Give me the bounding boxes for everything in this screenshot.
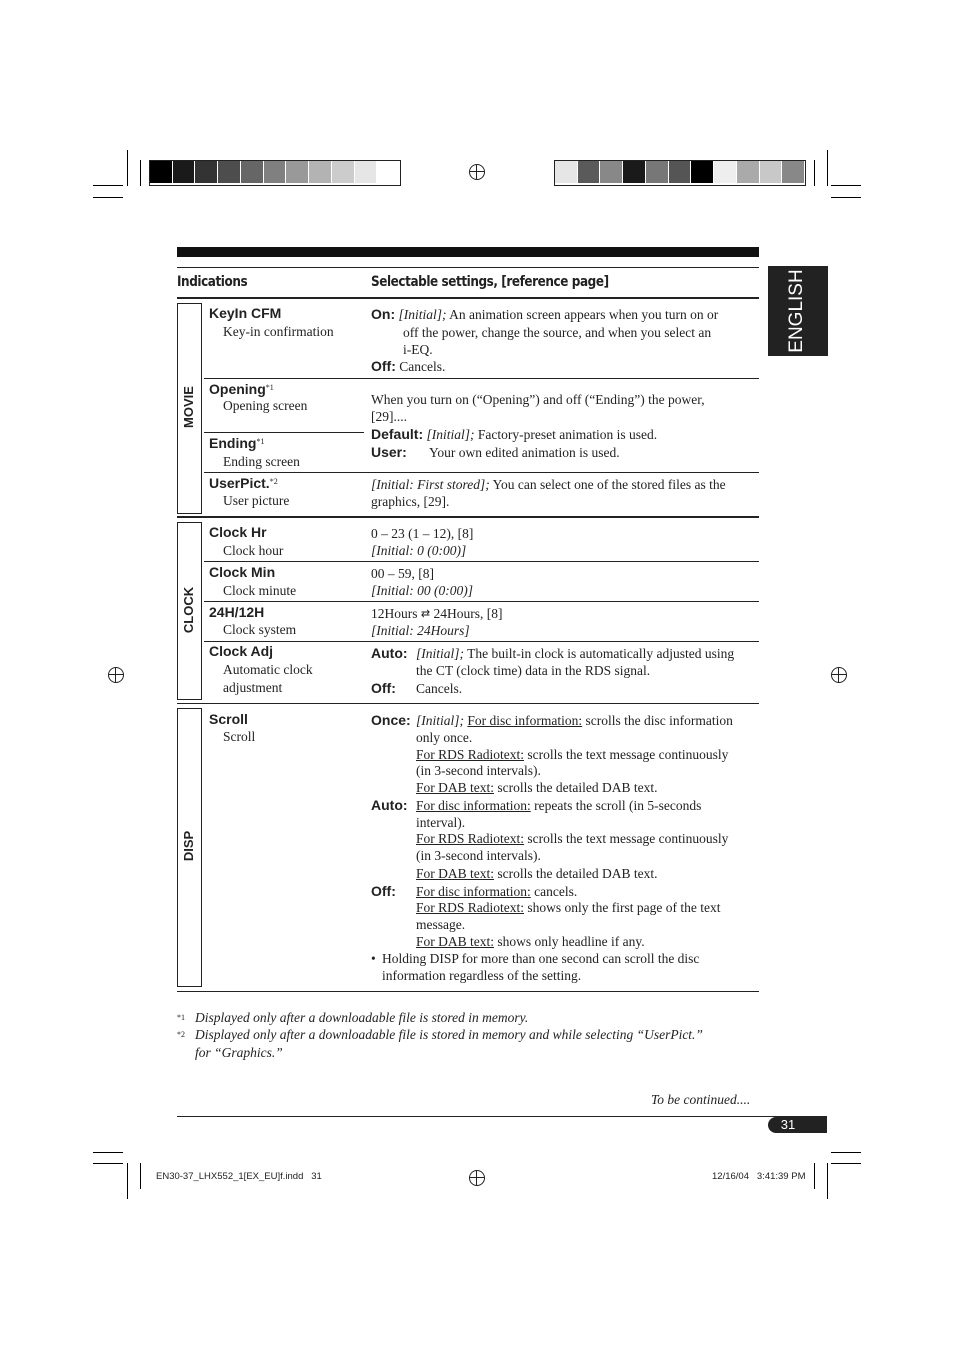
opening-ending-default-line xyxy=(371,426,657,443)
color-swatch xyxy=(195,161,218,183)
color-swatch xyxy=(578,161,601,183)
opening-ending-user-line xyxy=(371,444,407,461)
table-bottom-rule xyxy=(177,991,759,992)
scroll-off-key: Off: xyxy=(371,883,396,899)
row-ending-sub: Ending screen xyxy=(223,454,300,469)
scroll-off-dab-label: For DAB text: xyxy=(416,934,495,949)
print-date-info: 12/16/04 3:41:39 PM xyxy=(712,1171,806,1182)
row-opening-label: Opening xyxy=(209,381,266,397)
row-24h-label: 24H/12H xyxy=(209,604,265,620)
row-clock-adj-sub2: adjustment xyxy=(223,680,283,695)
scroll-auto-disc-line xyxy=(416,797,701,814)
header-bottom-rule xyxy=(177,297,759,299)
keyin-on-key: On: xyxy=(371,306,396,322)
registration-mark-right xyxy=(831,667,847,683)
group-label-clock: CLOCK xyxy=(181,586,196,634)
crop-mark xyxy=(127,150,128,186)
clock-adj-auto-text1: The built-in clock is automatically adjusted using xyxy=(464,646,735,661)
h24-range-b: 24Hours, [8] xyxy=(433,606,503,621)
scroll-once-initial: [Initial]; xyxy=(416,713,465,728)
footnote-2-text2: for “Graphics.” xyxy=(195,1045,283,1060)
clock-adj-auto-text-line xyxy=(416,645,734,662)
crop-mark xyxy=(93,1152,123,1153)
scroll-auto-dab-line xyxy=(416,865,657,882)
row-ending-sup: *1 xyxy=(256,437,265,446)
crop-mark xyxy=(831,1152,861,1153)
scroll-auto-dab-text: scrolls the detailed DAB text. xyxy=(494,866,658,881)
scroll-auto-dab-label: For DAB text: xyxy=(416,866,495,881)
color-swatch xyxy=(623,161,646,183)
color-swatch xyxy=(241,161,264,183)
row-clock-hr-label: Clock Hr xyxy=(209,524,267,540)
scroll-auto-rds-text2: (in 3-second intervals). xyxy=(416,848,541,863)
clock-adj-auto-initial: [Initial]; xyxy=(416,646,465,661)
row-ending-label-wrap xyxy=(209,435,264,451)
default-initial: [Initial]; xyxy=(426,427,475,442)
default-key: Default: xyxy=(371,426,424,442)
h24-initial: [Initial: 24Hours] xyxy=(371,623,470,638)
userpict-text2: graphics, [29]. xyxy=(371,494,450,509)
row-keyin-label: KeyIn CFM xyxy=(209,305,282,321)
scroll-auto-rds-line xyxy=(416,830,728,847)
opening-ending-line2: [29].... xyxy=(371,409,407,424)
clock-adj-off-line xyxy=(371,680,396,697)
crop-mark xyxy=(127,1163,128,1199)
crop-mark xyxy=(814,160,815,186)
column-header-indications: Indications xyxy=(177,274,248,290)
crop-mark xyxy=(827,1163,828,1199)
userpict-initial: [Initial: First stored]; xyxy=(371,477,490,492)
color-swatch xyxy=(691,161,714,183)
color-swatch xyxy=(782,161,805,183)
scroll-auto-rds-label: For RDS Radiotext: xyxy=(416,831,525,846)
crop-mark xyxy=(93,197,123,198)
registration-mark-left xyxy=(108,667,124,683)
clock-adj-auto-key: Auto: xyxy=(371,645,408,661)
footnote-1-text: Displayed only after a downloadable file is stored in memory. xyxy=(195,1010,529,1025)
footer-rule xyxy=(177,1116,827,1117)
color-swatch xyxy=(218,161,241,183)
crop-mark xyxy=(827,150,828,186)
scroll-once-dab-label: For DAB text: xyxy=(416,780,495,795)
toggle-arrows-icon: ⇄ xyxy=(420,608,431,620)
color-swatch xyxy=(646,161,669,183)
scroll-off-rds-label: For RDS Radiotext: xyxy=(416,900,525,915)
crop-mark xyxy=(831,1163,861,1164)
footnote-1-mark: *1 xyxy=(177,1013,185,1022)
crop-mark xyxy=(814,1163,815,1189)
user-key: User: xyxy=(371,444,407,460)
keyin-on-text2: off the power, change the source, and when you select an xyxy=(403,325,712,340)
row-ending-label: Ending xyxy=(209,435,257,451)
keyin-off-key: Off: xyxy=(371,358,396,374)
clock-adj-auto-text2: the CT (clock time) data in the RDS signal. xyxy=(416,663,651,678)
color-swatch xyxy=(377,161,400,183)
crop-mark xyxy=(93,185,123,186)
scroll-once-rds-label: For RDS Radiotext: xyxy=(416,747,525,762)
scroll-off-disc-label: For disc information: xyxy=(416,884,531,899)
row-divider xyxy=(204,378,759,379)
scroll-once-disc-text2: only once. xyxy=(416,730,473,745)
scroll-off-dab-line xyxy=(416,933,645,950)
color-swatch xyxy=(600,161,623,183)
row-clock-min-label: Clock Min xyxy=(209,564,276,580)
color-swatch xyxy=(669,161,692,183)
keyin-on-text3: i-EQ. xyxy=(403,342,433,357)
userpict-line1 xyxy=(371,476,726,493)
scroll-off-rds-text: shows only the first page of the text xyxy=(524,900,721,915)
row-opening-sub: Opening screen xyxy=(223,398,308,413)
group-label-disp: DISP xyxy=(181,830,196,862)
row-opening-label-wrap xyxy=(209,381,274,397)
clock-adj-off-text: Cancels. xyxy=(416,681,463,696)
page-number: 31 xyxy=(780,1117,796,1132)
footnote-2-text1: Displayed only after a downloadable file is stored in memory and while selecting “UserPict.” xyxy=(195,1027,703,1042)
to-be-continued: To be continued.... xyxy=(651,1092,751,1107)
clock-min-initial: [Initial: 00 (0:00)] xyxy=(371,583,473,598)
row-clock-hr-sub: Clock hour xyxy=(223,543,284,558)
scroll-auto-rds-text: scrolls the text message continuously xyxy=(524,831,729,846)
scroll-once-disc-text: scrolls the disc information xyxy=(582,713,733,728)
color-swatch xyxy=(737,161,760,183)
scroll-once-key: Once: xyxy=(371,712,411,728)
scroll-once-rds-text: scrolls the text message continuously xyxy=(524,747,729,762)
h24-range-line xyxy=(371,605,502,622)
color-swatch xyxy=(332,161,355,183)
scroll-bullet-text2: information regardless of the setting. xyxy=(382,968,582,983)
section-divider xyxy=(177,516,759,518)
row-opening-sup: *1 xyxy=(265,383,274,392)
footnote-2-mark: *2 xyxy=(177,1030,185,1039)
clock-adj-off-key: Off: xyxy=(371,680,396,696)
row-userpict-label-wrap xyxy=(209,475,278,491)
scroll-once-rds-text2: (in 3-second intervals). xyxy=(416,763,541,778)
header-rule xyxy=(177,267,759,268)
language-tab-label: ENGLISH xyxy=(786,269,807,353)
crop-mark xyxy=(140,160,141,186)
scroll-once-rds-line xyxy=(416,746,728,763)
row-24h-sub: Clock system xyxy=(223,622,297,637)
row-scroll-sub: Scroll xyxy=(223,729,256,744)
clock-hr-range: 0 – 23 (1 – 12), [8] xyxy=(371,526,474,541)
scroll-off-rds-line xyxy=(416,899,720,916)
color-swatch xyxy=(355,161,378,183)
keyin-on-initial: [Initial]; xyxy=(398,307,447,322)
scroll-once-dab-line xyxy=(416,779,657,796)
scroll-auto-disc-text: repeats the scroll (in 5-seconds xyxy=(530,798,702,813)
color-swatch xyxy=(309,161,332,183)
crop-mark xyxy=(831,185,861,186)
row-userpict-sub: User picture xyxy=(223,493,290,508)
user-text: Your own edited animation is used. xyxy=(429,445,620,460)
scroll-auto-disc-text2: interval). xyxy=(416,815,466,830)
color-swatch xyxy=(555,161,578,183)
row-divider xyxy=(204,601,759,602)
row-keyin-sub: Key-in confirmation xyxy=(223,324,334,339)
scroll-bullet-icon: • xyxy=(371,951,376,966)
row-divider xyxy=(204,641,759,642)
scroll-once-line1 xyxy=(416,712,733,729)
registration-mark-top xyxy=(469,164,485,180)
crop-mark xyxy=(93,1163,123,1164)
clock-min-range: 00 – 59, [8] xyxy=(371,566,434,581)
row-divider xyxy=(204,561,759,562)
color-swatch xyxy=(173,161,196,183)
crop-mark xyxy=(831,197,861,198)
scroll-off-disc-text: cancels. xyxy=(530,884,578,899)
scroll-once-dab-text: scrolls the detailed DAB text. xyxy=(494,780,658,795)
clock-hr-initial: [Initial: 0 (0:00)] xyxy=(371,543,467,558)
keyin-on-line xyxy=(371,306,718,323)
keyin-off-line xyxy=(371,358,445,375)
scroll-off-disc-line xyxy=(416,883,577,900)
registration-mark-bottom xyxy=(469,1170,485,1186)
scroll-once-disc-label: For disc information: xyxy=(467,713,583,728)
row-clock-adj-label: Clock Adj xyxy=(209,643,274,659)
color-swatch xyxy=(760,161,783,183)
keyin-off-text: Cancels. xyxy=(399,359,446,374)
color-swatch xyxy=(714,161,737,183)
print-file-info: EN30-37_LHX552_1[EX_EU]f.indd 31 xyxy=(156,1171,322,1182)
scroll-bullet-text1: Holding DISP for more than one second can scroll the disc xyxy=(382,951,700,966)
scroll-off-rds-text2: message. xyxy=(416,917,466,932)
userpict-text1: You can select one of the stored files as the xyxy=(489,477,726,492)
h24-range-a: 12Hours xyxy=(371,606,418,621)
row-userpict-label: UserPict. xyxy=(209,475,270,491)
clock-adj-auto-line xyxy=(371,645,408,662)
keyin-on-text1: An animation screen appears when you turn on or xyxy=(446,307,719,322)
group-label-movie: MOVIE xyxy=(181,386,196,428)
top-rule xyxy=(177,247,759,257)
crop-mark xyxy=(140,1163,141,1189)
scroll-auto-key: Auto: xyxy=(371,797,408,813)
row-clock-adj-sub1: Automatic clock xyxy=(223,662,313,677)
opening-ending-line1: When you turn on (“Opening”) and off (“Ending”) the power, xyxy=(371,392,705,407)
row-clock-min-sub: Clock minute xyxy=(223,583,297,598)
row-divider xyxy=(204,472,759,473)
section-divider xyxy=(177,703,759,704)
scroll-auto-disc-label: For disc information: xyxy=(416,798,531,813)
row-divider xyxy=(204,432,364,433)
color-swatch xyxy=(286,161,309,183)
column-header-settings: Selectable settings, [reference page] xyxy=(371,274,609,290)
default-text: Factory-preset animation is used. xyxy=(474,427,658,442)
scroll-off-dab-text: shows only headline if any. xyxy=(494,934,645,949)
color-swatch xyxy=(264,161,287,183)
row-scroll-label: Scroll xyxy=(209,711,248,727)
row-userpict-sup: *2 xyxy=(269,477,278,486)
color-swatch xyxy=(150,161,173,183)
